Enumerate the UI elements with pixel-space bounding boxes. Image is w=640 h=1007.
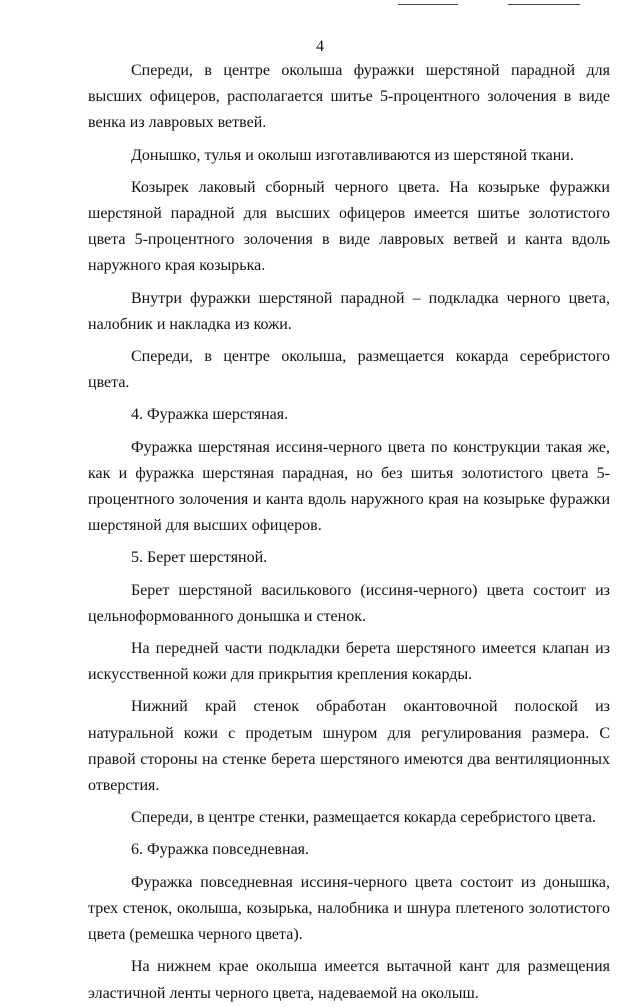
section-heading: 4. Фуражка шерстяная. — [131, 406, 289, 424]
scan-artifact-line — [398, 4, 458, 5]
paragraph: Фуражка шерстяная иссиня-черного цвета по конструкции такая же, как и фуражка шерстяная парадная, но без шитья золотистого цвета 5-процентного золочения и канта вдоль наружного края на козырьке фуражки шерстяной для высших офицеров. — [88, 438, 610, 535]
section-heading: 5. Берет шерстяной. — [131, 549, 268, 567]
scan-artifact-line — [508, 4, 580, 5]
paragraph: Спереди, в центре околыша, размещается кокарда серебристого цвета. — [88, 348, 610, 392]
paragraph: На нижнем крае околыша имеется вытачной кант для размещения эластичной ленты черного цвета, надеваемой на околыш. — [88, 958, 610, 1002]
paragraph: Донышко, тулья и околыш изготавливаются из шерстяной ткани. — [131, 146, 574, 164]
paragraph: Козырек лаковый сборный черного цвета. На козырьке фуражки шерстяной парадной для высших офицеров имеется шитье золотистого цвета 5-процентного золочения в виде лавровых ветвей и канта вдоль наружного края козырька. — [88, 178, 610, 275]
paragraph: Спереди, в центре стенки, размещается кокарда серебристого цвета. — [131, 809, 596, 827]
section-heading: 6. Фуражка повседневная. — [131, 841, 310, 859]
paragraph: Внутри фуражки шерстяной парадной – подкладка черного цвета, налобник и накладка из кожи. — [88, 289, 610, 333]
paragraph: Спереди, в центре околыша фуражки шерстяной парадной для высших офицеров, располагается шитье 5-процентного золочения в виде венка из лавровых ветвей. — [88, 62, 610, 132]
paragraph: Берет шерстяной василькового (иссиня-черного) цвета состоит из цельноформованного донышка и стенок. — [88, 581, 610, 625]
paragraph: На передней части подкладки берета шерстяного имеется клапан из искусственной кожи для прикрытия крепления кокарды. — [88, 640, 610, 684]
document-body — [88, 58, 610, 1007]
paragraph: Фуражка повседневная иссиня-черного цвета состоит из донышка, трех стенок, околыша, козырька, налобника и шнура плетеного золотистого цвета (ремешка черного цвета). — [88, 873, 610, 944]
page-number: 4 — [316, 38, 324, 55]
paragraph: Нижний край стенок обработан окантовочной полоской из натуральной кожи с продетым шнуром для регулирования размера. С правой стороны на стенке берета шерстяного имеются два вентиляционных отверстия. — [88, 698, 610, 795]
